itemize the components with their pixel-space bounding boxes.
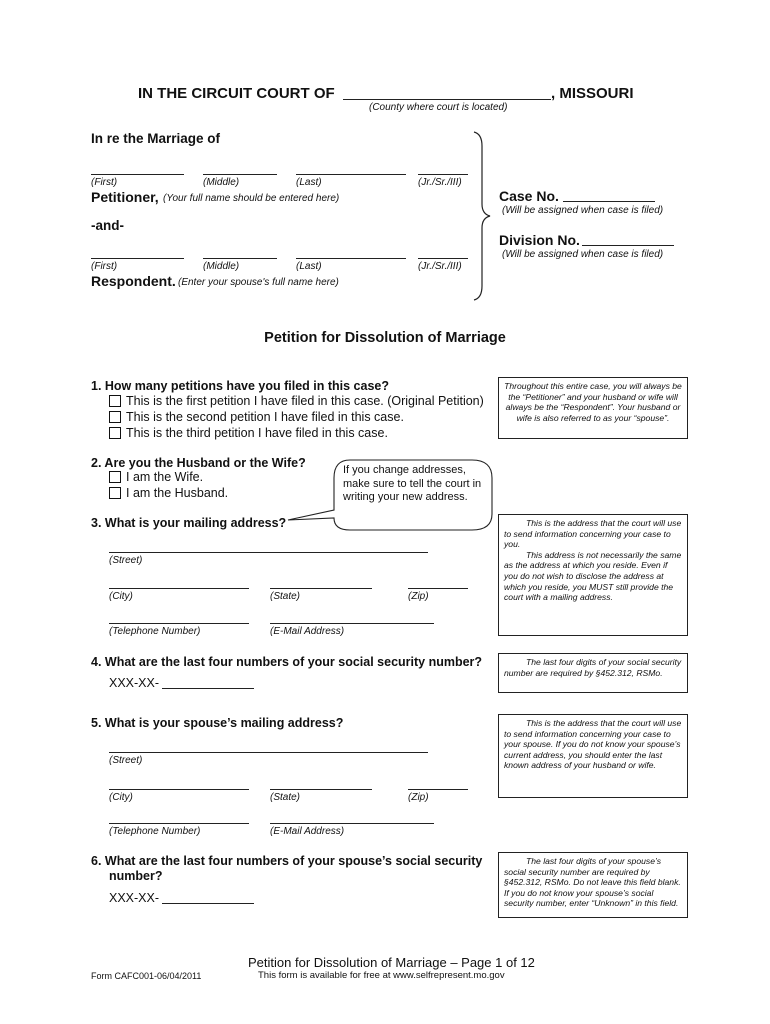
label-street: (Street) (109, 555, 143, 566)
page-footer: Petition for Dissolution of Marriage – Page 1 of 12 (248, 955, 535, 970)
q4-note-text: The last four digits of your social security number are required by §452.312, RSMo. (504, 657, 682, 678)
label-street: (Street) (109, 755, 143, 766)
spouse-city-field[interactable] (109, 789, 249, 790)
case-number-label: Case No. (499, 188, 559, 204)
address-change-bubble: If you change addresses, make sure to tell the court in writing your new address. (343, 464, 482, 503)
label-middle: (Middle) (203, 177, 240, 188)
petitioner-suffix-field[interactable] (418, 174, 468, 175)
q1-option-third[interactable] (109, 426, 388, 440)
petitioner-middle-field[interactable] (203, 174, 277, 175)
my-zip-field[interactable] (408, 588, 468, 589)
label-phone: (Telephone Number) (109, 626, 201, 637)
question-4: 4. What are the last four numbers of your social security number? (91, 655, 483, 669)
q6-note (498, 852, 688, 918)
respondent-hint: (Enter your spouse's full name here) (178, 277, 339, 288)
q3-note (498, 514, 688, 636)
label-email: (E-Mail Address) (270, 826, 345, 837)
q3-note-text-2: This address is not necessarily the same as the address at which you reside. Even if you do not wish to disclose the address at which you reside, you MUST still provide the court with a mailing address. (504, 549, 682, 603)
label-phone: (Telephone Number) (109, 826, 201, 837)
label-state: (State) (270, 792, 301, 803)
my-city-field[interactable] (109, 588, 249, 589)
petitioner-hint: (Your full name should be entered here) (163, 193, 340, 204)
petitioner-label: Petitioner, (91, 189, 159, 205)
label-suffix: (Jr./Sr./III) (418, 177, 462, 188)
spouse-phone-field[interactable] (109, 823, 249, 824)
label-state: (State) (270, 591, 301, 602)
checkbox[interactable] (109, 471, 121, 483)
my-phone-field[interactable] (109, 623, 249, 624)
q1-option-label: This is the second petition I have filed in this case. (126, 410, 404, 424)
q2-option-husband[interactable] (109, 486, 228, 500)
q1-option-second[interactable] (109, 410, 404, 424)
q6-note-text: The last four digits of your spouse’s social security number are required by §452.312, RSMo. Do not leave this field blank. If you do not know your spouse’s social security number, enter “Unknown” in this field. (504, 856, 681, 909)
and-label: -and- (91, 218, 124, 233)
division-number-label: Division No. (499, 232, 580, 248)
checkbox[interactable] (109, 411, 121, 423)
question-2: 2. Are you the Husband or the Wife? (91, 456, 306, 470)
question-3: 3. What is your mailing address? (91, 516, 287, 530)
q1-note (498, 377, 688, 439)
spouse-ssn-prefix: XXX-XX- (109, 891, 160, 905)
county-field[interactable] (343, 99, 551, 100)
petitioner-last-field[interactable] (296, 174, 406, 175)
spouse-ssn-field[interactable] (162, 903, 254, 904)
label-last: (Last) (296, 177, 322, 188)
document-title: Petition for Dissolution of Marriage (264, 330, 506, 346)
respondent-middle-field[interactable] (203, 258, 277, 259)
caption-brace (468, 130, 498, 302)
spouse-zip-field[interactable] (408, 789, 468, 790)
my-ssn-field[interactable] (162, 688, 254, 689)
q5-note-text: This is the address that the court will use to send information concerning your case to your spouse. If you do not know your spouse’s current address, you should enter the last known address of your husband or wife. (504, 718, 682, 771)
form-id: Form CAFC001-06/04/2011 (91, 971, 202, 981)
label-zip: (Zip) (408, 591, 429, 602)
checkbox[interactable] (109, 427, 121, 439)
my-street-field[interactable] (109, 552, 428, 553)
respondent-last-field[interactable] (296, 258, 406, 259)
q1-option-first[interactable] (109, 394, 484, 408)
petitioner-first-field[interactable] (91, 174, 184, 175)
question-6: 6. What are the last four numbers of your spouse’s social security (91, 854, 483, 868)
label-middle: (Middle) (203, 261, 240, 272)
question-1: 1. How many petitions have you filed in this case? (91, 379, 389, 393)
case-number-field[interactable] (563, 201, 655, 202)
checkbox[interactable] (109, 395, 121, 407)
county-label: (County where court is located) (369, 102, 508, 113)
label-last: (Last) (296, 261, 322, 272)
q3-note-text: This is the address that the court will use to send information concerning your case to you. (504, 518, 682, 550)
label-city: (City) (109, 591, 133, 602)
division-number-hint: (Will be assigned when case is filed) (502, 249, 664, 260)
q2-option-label: I am the Husband. (126, 486, 229, 500)
case-number-hint: (Will be assigned when case is filed) (502, 205, 664, 216)
my-state-field[interactable] (270, 588, 372, 589)
division-number-field[interactable] (582, 245, 674, 246)
label-first: (First) (91, 177, 118, 188)
label-city: (City) (109, 792, 133, 803)
q2-option-label: I am the Wife. (126, 470, 204, 484)
q2-option-wife[interactable] (109, 470, 203, 484)
q5-note (498, 714, 688, 798)
respondent-first-field[interactable] (91, 258, 184, 259)
question-6-continued: number? (109, 869, 163, 883)
q1-note-text: Throughout this entire case, you will always be the “Petitioner” and your husband or wife will always be the “Respondent”. Your husband or wife is also referred to as your “spouse”. (504, 381, 682, 423)
spouse-state-field[interactable] (270, 789, 372, 790)
q1-option-label: This is the third petition I have filed in this case. (126, 426, 388, 440)
spouse-street-field[interactable] (109, 752, 428, 753)
court-heading-prefix: IN THE CIRCUIT COURT OF (138, 85, 335, 102)
my-ssn-prefix: XXX-XX- (109, 676, 160, 690)
q1-option-label: This is the first petition I have filed in this case. (Original Petition) (126, 394, 484, 408)
respondent-suffix-field[interactable] (418, 258, 468, 259)
q4-note (498, 653, 688, 693)
question-5: 5. What is your spouse’s mailing address? (91, 716, 344, 730)
label-zip: (Zip) (408, 792, 429, 803)
label-email: (E-Mail Address) (270, 626, 345, 637)
spouse-email-field[interactable] (270, 823, 434, 824)
label-suffix: (Jr./Sr./III) (418, 261, 462, 272)
respondent-label: Respondent. (91, 273, 176, 289)
in-re-heading: In re the Marriage of (91, 131, 221, 146)
court-heading-suffix: , MISSOURI (551, 85, 634, 102)
free-form-note: This form is available for free at www.selfrepresent.mo.gov (258, 970, 505, 981)
my-email-field[interactable] (270, 623, 434, 624)
checkbox[interactable] (109, 487, 121, 499)
label-first: (First) (91, 261, 118, 272)
